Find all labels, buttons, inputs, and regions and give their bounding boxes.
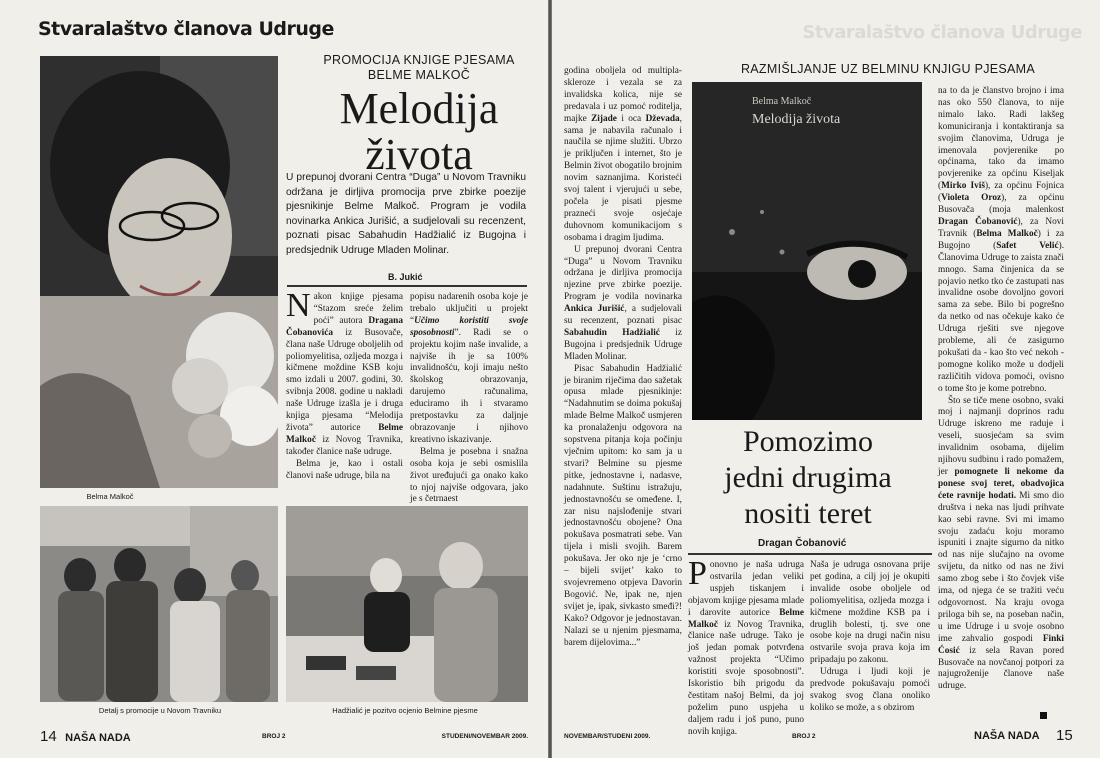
reflection-column-2-text: Naša je udruga osnovana prije pet godina, a cilj joj je okupiti invalide osobe oboljele od poliomyelitisa, ozljeda mozga i kičmene moždine KSB pa i druglih bolesti, tj. sve one osobe koje na drugi način nisu ostvarile svoja prava koja im pripadaju po zakonu. Udruga i ljudi koji je predvode pokušavaju pomoći svakog svog člana onoliko koliko se može, a s obzirom bbox=[810, 560, 930, 713]
article-lede: U prepunoj dvorani Centra “Duga” u Novom Travniku održana je dirljiva promocija prve zbirke poezije pjesnikinje Belme Malkoč. Program je vodila novinarka Ankica Jurišić, a sudjelovali su recenzent, poznati pisac Sabahudin Hadžialić iz Bugojna i predsjednik Udruge Mladen Molinar. bbox=[286, 172, 526, 256]
article-kicker bbox=[290, 53, 548, 83]
portrait-photo bbox=[40, 56, 278, 488]
reflection-column-3 bbox=[938, 86, 1064, 726]
reflection-column-1-text: onovno je naša udruga ostvarila jedan veliki uspjeh tiskanjem i objavom knjige pjesama mlade i darovite autorice Belme Malkoč iz Novog Travnika, članice naše udruge. Tako je još jedan pomak potvrđena važnost projekta “Učimo koristiti svoje sposobnosti”. Iskoristio bih prigodu da čestitam našoj Belmi, da joj poželim puno uspjeha u daljem radu i još puno, puno novih knjiga. bbox=[688, 560, 804, 737]
byline-rule bbox=[287, 285, 527, 287]
page-number: 14 bbox=[40, 728, 57, 745]
ghost-header: Stvaralaštvo članova Udruge bbox=[802, 22, 1082, 43]
book-author: Belma Malkoč bbox=[752, 96, 812, 107]
reflection-title bbox=[680, 424, 936, 532]
title-line-2: jedni drugima bbox=[724, 461, 892, 494]
magazine-name: NAŠA NADA bbox=[974, 730, 1040, 742]
title-line-1: Pomozimo bbox=[742, 425, 873, 458]
kicker-line-1: PROMOCIJA KNJIGE PJESAMA bbox=[323, 53, 515, 67]
text-column-1 bbox=[286, 287, 403, 502]
section-title: Stvaralaštvo članova Udruge bbox=[38, 18, 334, 40]
magazine-name: NAŠA NADA bbox=[65, 732, 131, 744]
reflection-column-2 bbox=[810, 560, 930, 724]
book-cover-illustration bbox=[692, 82, 922, 420]
issue-date: NOVEMBAR/STUDENI 2009. bbox=[564, 733, 651, 740]
promotion-photo bbox=[40, 506, 278, 702]
left-footer bbox=[40, 728, 528, 746]
reflection-kicker: RAZMIŠLJANJE UZ BELMINU KNJIGU PJESAMA bbox=[740, 62, 1036, 76]
issue-number: BROJ 2 bbox=[262, 733, 286, 740]
promotion-illustration bbox=[40, 506, 278, 702]
book-cover bbox=[692, 82, 922, 420]
column-3-text: godina oboljela od multipla-skleroze i vezala se za invalidska kolica, nije se predavala i uz pomoć roditelja, majke Zijade i oca Dževada, sama je nabavila računalo i naučila se njime služiti. Ubrzo je priključen i internet, što je Belmin život obogatilo brojnim novim saznanjima. Koristeći svoj talent i vjerujući u sebe, počela je pisati pjesme prazneći svoje osjećaje duhovnom komunikacijom s osobama i dragim ljudima. U prepunoj dvorani Centra “Duga” u Novom Travniku održana je dirljiva promocija njezine prve zbirke poezije. Program je vodila novinarka Ankica Jurišić, a sudjelovali su recenzent, poznati pisac Sabahudin Hadžialić iz Bugojna i predsjednik Udruge Mladen Molinar. Pisac Sabahudin Hadžialić je biranim riječima dao sažetak opusa mlade pjesnikinje: “Nadahnutim se doima pokušaj mlade Belme Malkoč usmjeren ka pronalaženju odgovora na sopstvena pitanja koja počinju vječnim upitom: ko sam ja u stvari? Belmine su pjesme pitke, jednostavne i, nadasve, nadahnute. Suštinu istražuju, jednostavnošću se omeđene. I, zar nisu najslođenije stvari jednostavnošću obojene? Ona pokušava posmatrati sebe. Van tijela i misli svojih. Barem pokušava. Jer oko nje je ‘crno – bijeli svijet’ kako to svojevremeno otpjeva Davorin Bogović. Ne, ipak ne, njen svijet je, ipak, sivkasto smeđi?! Kako? Odgovor je jednostavan. Nalazi se u njenim pjesmama, barem dijelovima...” bbox=[564, 66, 682, 648]
page-number: 15 bbox=[1056, 727, 1073, 744]
article-byline: B. Jukić bbox=[388, 272, 423, 282]
right-page bbox=[552, 0, 1100, 758]
dropcap: N bbox=[286, 287, 311, 324]
left-page bbox=[0, 0, 548, 758]
portrait-caption: Belma Malkoč bbox=[86, 492, 134, 501]
title-line-3: nositi teret bbox=[744, 497, 872, 530]
reflection-rule bbox=[688, 553, 932, 555]
kicker-line-2: BELME MALKOČ bbox=[367, 68, 471, 82]
text-column-2 bbox=[410, 292, 528, 505]
portrait-illustration bbox=[40, 56, 278, 488]
signing-photo bbox=[286, 506, 528, 702]
book-title: Melodija života bbox=[752, 112, 841, 127]
reflection-column-3-text: na to da je članstvo brojno i ima nas oko 550 članova, to nije nimalo lako. Radi lakšeg komuniciranja i kontaktiranja sa svojim članovima, Udruga je imenovala povjerenike po općinama, tako da imamo povjerenike za općinu Kiseljak (Mirko Iviš), za općinu Fojnica (Violeta Oroz), za općinu Busovača (moja malenkost Dragan Čobanović), za Novi Travnik (Belma Malkoč) i za Bugojno (Safet Velić). Članovima Udruge to zaista znači mnogo. Sama činjenica da se pojavio netko tko će zastupati nas invalidne osobe dovoljno govori sama za sebe. Bilo bi pogrešno da netko od nas očekuje kako će Udruga rješiti sve njegove probleme, ali će zasigurno pokušati da - kao što već nekoh - pomogne koliko može u dodjeli različitih vidova pomoći, ovisno o tome što je kome potrebno. Što se tiče mene osobno, svaki moj i najmanji doprinos radu Udruge iskreno me raduje i veseli, suosjećam sa svim invalidnim osobama, dijelim njihovu sudbinu i rado pomažem, jer pomognete li nekome da ponese svoj teret, obadvojica ćete ravnije hodati. Mi smo dio društva i neka nas ljudi prihvate kao sebi ravne. Svi mi imamo svoju zadaću koju moramo ispuniti i znajte sigurno da nitko od nas nije slučajno na ovome svijetu, da nitko od nas ne živi samo zbog sebe i što čovjek više ima, od njega će se tražiti veću odgovornost. Na kraju ovoga priloga bih se, na poseban način, u ime Udruge i u svoje osobno ime zahvalio gospodi Finki Ćosić iz sela Ravan pored Busovače na novčanoj potpori za najugroženije članove naše udruge. bbox=[938, 86, 1065, 692]
dropcap: P bbox=[688, 555, 707, 592]
column-2-text: popisu nadarenih osoba koje je trebalo uključiti u projekt “Učimo koristiti svoje sposobnosti”. Radi se o projektu kojim naše invalide, a najviše ih je sa 100% invalidnošću, koji imaju nešto školskog obrazovanja, darujemo računalima, educiramo ih i stvaramo pretpostavku za daljnje obrazovanje i njihovo kreativno iskazivanje. Belma je posebna i snažna osoba koja je sebi osmislila život uređujući ga onako kako to njoj najviše odgovara, jako je s četrnaest bbox=[410, 292, 528, 505]
promotion-caption: Detalj s promocije u Novom Travniku bbox=[98, 706, 222, 715]
text-column-3 bbox=[564, 66, 682, 726]
article-title bbox=[290, 86, 548, 178]
end-mark bbox=[1040, 712, 1047, 719]
issue-date: STUDENI/NOVEMBAR 2009. bbox=[441, 733, 528, 740]
issue-number: BROJ 2 bbox=[792, 733, 816, 740]
title-line-2: života bbox=[365, 130, 473, 179]
column-1-text: akon knjige pjesama “Stazom sreće želim poći” autora Dragana Čobanovića iz Busovače, člana naše Udruge oboljelih od poliomyelitisa, ozljeda mozga i kičmene moždine KSB koju smo izdali u 2007. godini, 30. svibnja 2008. godine u nakladi naše Udruge izašla je i druga knjiga pjesama “Melodija života” autorice Belme Malkoč iz Novog Travnika, također članice naše udruge. Belma je, kao i ostali članovi naše udruge, bila na bbox=[286, 292, 403, 481]
reflection-byline: Dragan Čobanović bbox=[758, 538, 847, 549]
signing-caption: Hadžialić je pozitvo ocjenio Belmine pjesme bbox=[332, 706, 478, 715]
signing-illustration bbox=[286, 506, 528, 702]
title-line-1: Melodija bbox=[339, 84, 499, 133]
reflection-column-1 bbox=[688, 555, 804, 737]
